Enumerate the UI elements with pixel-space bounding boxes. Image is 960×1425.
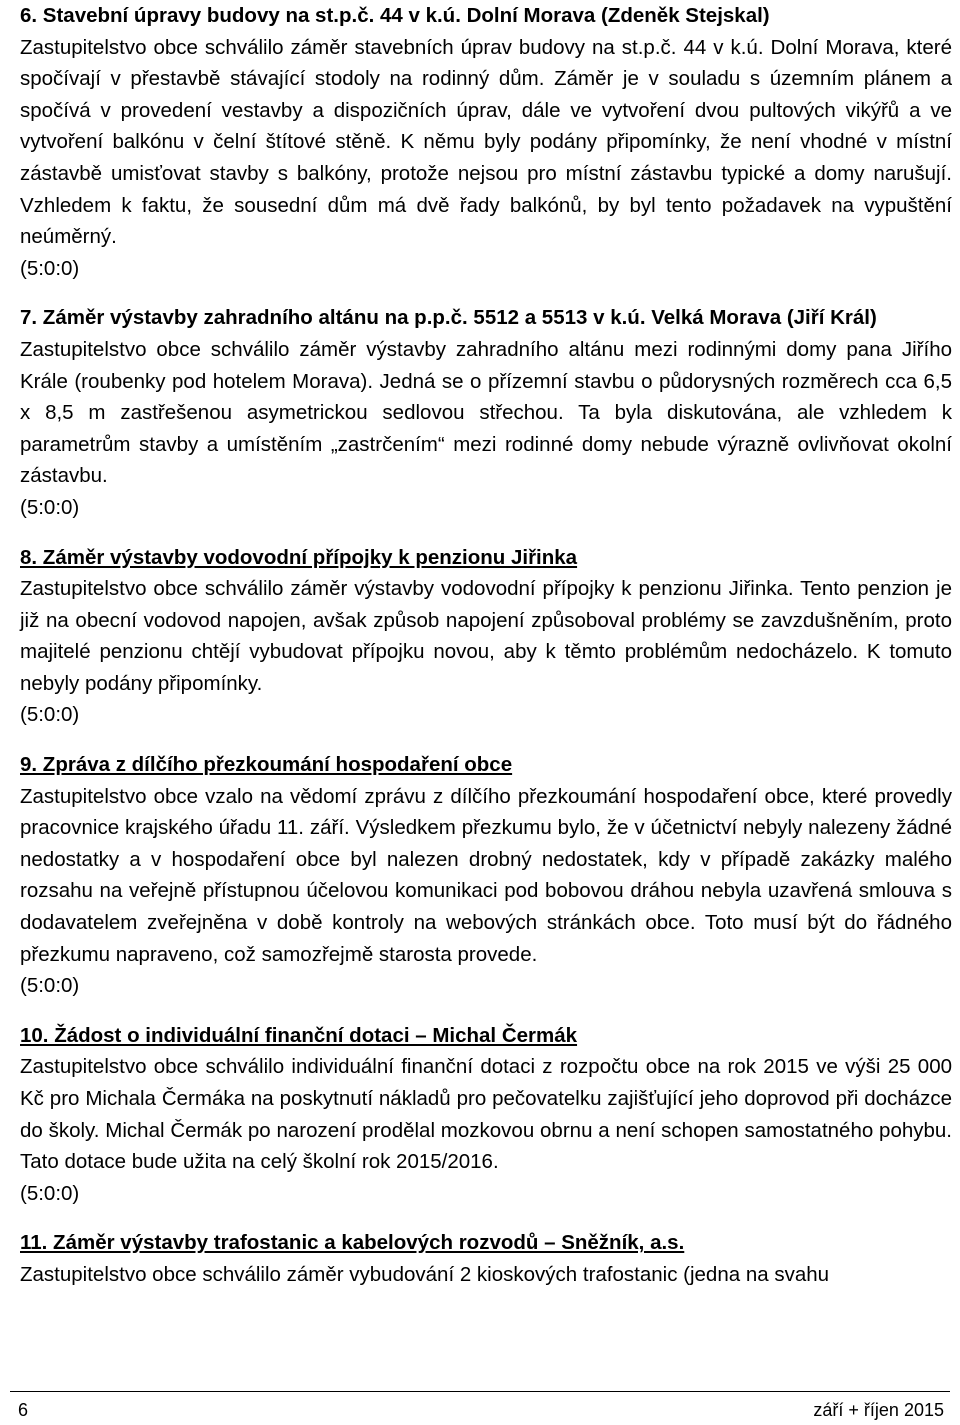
section-6 <box>20 0 952 284</box>
section-heading <box>20 749 952 781</box>
section-paragraph: Zastupitelstvo obce schválilo záměr vybudování 2 kioskových trafostanic (jedna na svahu <box>20 1262 830 1286</box>
vote-result: (5:0:0) <box>20 703 80 727</box>
section-heading: 6. Stavební úpravy budovy na st.p.č. 44 v k.ú. Dolní Morava (Zdeněk Stejskal) <box>20 4 770 27</box>
vote-result: (5:0:0) <box>20 1181 80 1205</box>
footer-divider <box>10 1391 950 1392</box>
section-9 <box>20 749 952 1002</box>
section-heading: 7. Záměr výstavby zahradního altánu na p.p.č. 5512 a 5513 v k.ú. Velká Morava (Jiří Král) <box>20 306 877 330</box>
section-paragraph: Zastupitelstvo obce schválilo individuální finanční dotaci z rozpočtu obce na rok 2015 ve výši 25 000 Kč pro Michala Čermáka na poskytnutí nákladů pro pečovatelku zajišťující jeho doprovod při docházce do školy. Michal Čermák po narození prodělal mozkovou obrnu a není schopen samostatného pohybu. Tato dotace bude užita na celý školní rok 2015/2016. <box>20 1055 952 1174</box>
section-10 <box>20 1020 952 1210</box>
section-paragraph: Zastupitelstvo obce schválilo záměr výstavby zahradního altánu mezi rodinnými domy pana Jiřího Krále (roubenky pod hotelem Morava). Jedná se o přízemní stavbu o půdorysných rozměrech cca 6,5 x 8,5 m zastřešenou asymetrickou sedlovou střechou. Ta byla diskutována, ale vzhledem k parametrům stavby a umístěním „zastrčením“ mezi rodinné domy nebude výrazně ovlivňovat okolní zástavbu. <box>20 337 952 488</box>
vote-result: (5:0:0) <box>20 256 80 280</box>
section-paragraph: Zastupitelstvo obce schválilo záměr stavebních úprav budovy na st.p.č. 44 v k.ú. Dolní Morava, které spočívají v přestavbě stávající stodoly na rodinný dům. Záměr je v souladu s územním plánem a spočívá v provedení vestavby a dispozičních úprav, dále ve vytvoření dvou pultových vikýřů a ve vytvoření balkónu v čelní štítové stěně. K němu byly podány připomínky, že není vhodné v místní zástavbě umisťovat stavby s balkóny, protože nejsou pro místní zástavbu typické a domy narušují. Vzhledem k faktu, že sousední dům má dvě řady balkónů, by byl tento požadavek na vypuštění neúměrný. <box>20 35 952 249</box>
section-heading <box>20 542 952 574</box>
page-number: 6 <box>18 1400 29 1420</box>
section-paragraph: Zastupitelstvo obce vzalo na vědomí zprávu z dílčího přezkoumání hospodaření obce, které provedly pracovnice krajského úřadu 11. září. Výsledkem přezkumu bylo, že v účetnictví nebyly nalezeny žádné nedostatky a v hospodaření obce byl nalezen drobný nedostatek, kdy v případě zakázky malého rozsahu na veřejně přístupnou účelovou komunikaci pod bobovou dráhou nebyla uzavřená smlouva s dodavatelem zveřejněna v době kontroly na webových stránkách obce. Toto musí být do řádného přezkumu napraveno, což samozřejmě starosta provede. <box>20 784 952 966</box>
section-heading-text: 11. Záměr výstavby trafostanic a kabelových rozvodů – Sněžník, a.s. <box>20 1231 685 1255</box>
section-8 <box>20 542 952 732</box>
section-7 <box>20 302 952 523</box>
document-page <box>20 0 952 1309</box>
vote-result: (5:0:0) <box>20 495 80 519</box>
section-heading <box>20 1227 952 1259</box>
section-paragraph: Zastupitelstvo obce schválilo záměr výstavby vodovodní přípojky k penzionu Jiřinka. Tento penzion je již na obecní vodovod napojen, avšak způsob napojení způsoboval problémy se zavzdušněním, proto majitelé penzionu chtějí vybudovat přípojku novou, aby k těmto problémům nedocházelo. K tomuto nebyly podány připomínky. <box>20 577 952 695</box>
section-11 <box>20 1227 952 1290</box>
section-heading-text: 10. Žádost o individuální finanční dotaci – Michal Čermák <box>20 1023 578 1047</box>
issue-date: září + říjen 2015 <box>813 1400 944 1420</box>
section-heading-text: 9. Zpráva z dílčího přezkoumání hospodaření obce <box>20 753 513 777</box>
section-heading <box>20 1020 952 1052</box>
page-footer <box>18 1398 944 1422</box>
section-heading-text: 8. Záměr výstavby vodovodní přípojky k penzionu Jiřinka <box>20 545 578 569</box>
vote-result: (5:0:0) <box>20 974 80 998</box>
